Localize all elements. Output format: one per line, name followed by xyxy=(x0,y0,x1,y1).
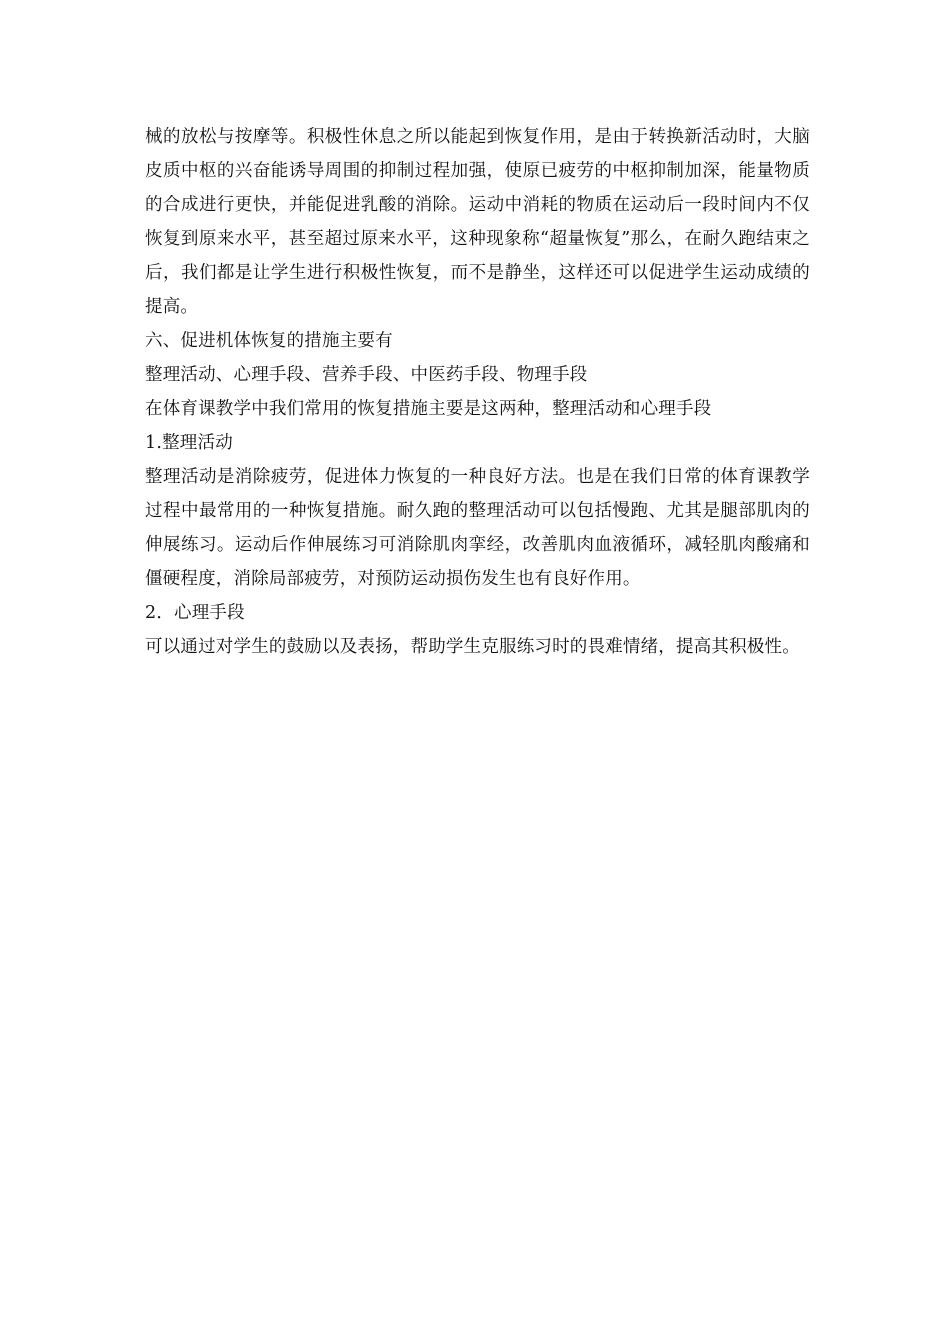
common-measures-sentence: 在体育课教学中我们常用的恢复措施主要是这两种，整理活动和心理手段 xyxy=(145,399,712,419)
paragraph-cool-down: 整理活动是消除疲劳，促进体力恢复的一种良好方法。也是在我们日常的体育课教学过程中最常用的一种恢复措施。耐久跑的整理活动可以包括慢跑、尤其是腿部肌肉的伸展练习。运动后作伸展练习可消除肌肉挛经，改善肌肉血液循环，减轻肌肉酸痛和僵硬程度，消除局部疲劳，对预防运动损伤发生也有良好作用。 xyxy=(145,467,810,589)
heading-cool-down: 1.整理活动 xyxy=(145,433,233,453)
heading-recovery-measures: 六、促进机体恢复的措施主要有 xyxy=(145,331,393,351)
recovery-measures-list: 整理活动、心理手段、营养手段、中医药手段、物理手段 xyxy=(145,365,588,385)
document-body xyxy=(145,120,810,664)
paragraph-psychological-means: 可以通过对学生的鼓励以及表扬，帮助学生克服练习时的畏难情绪，提高其积极性。 xyxy=(145,637,800,657)
heading-psychological-means: 2．心理手段 xyxy=(145,603,245,623)
paragraph-active-rest: 械的放松与按摩等。积极性休息之所以能起到恢复作用，是由于转换新活动时，大脑皮质中枢的兴奋能诱导周围的抑制过程加强，使原已疲劳的中枢抑制加深，能量物质的合成进行更快，并能促进乳酸的消除。运动中消耗的物质在运动后一段时间内不仅恢复到原来水平，甚至超过原来水平，这种现象称“超量恢复”那么，在耐久跑结束之后，我们都是让学生进行积极性恢复，而不是静坐，这样还可以促进学生运动成绩的提高。 xyxy=(145,127,810,317)
